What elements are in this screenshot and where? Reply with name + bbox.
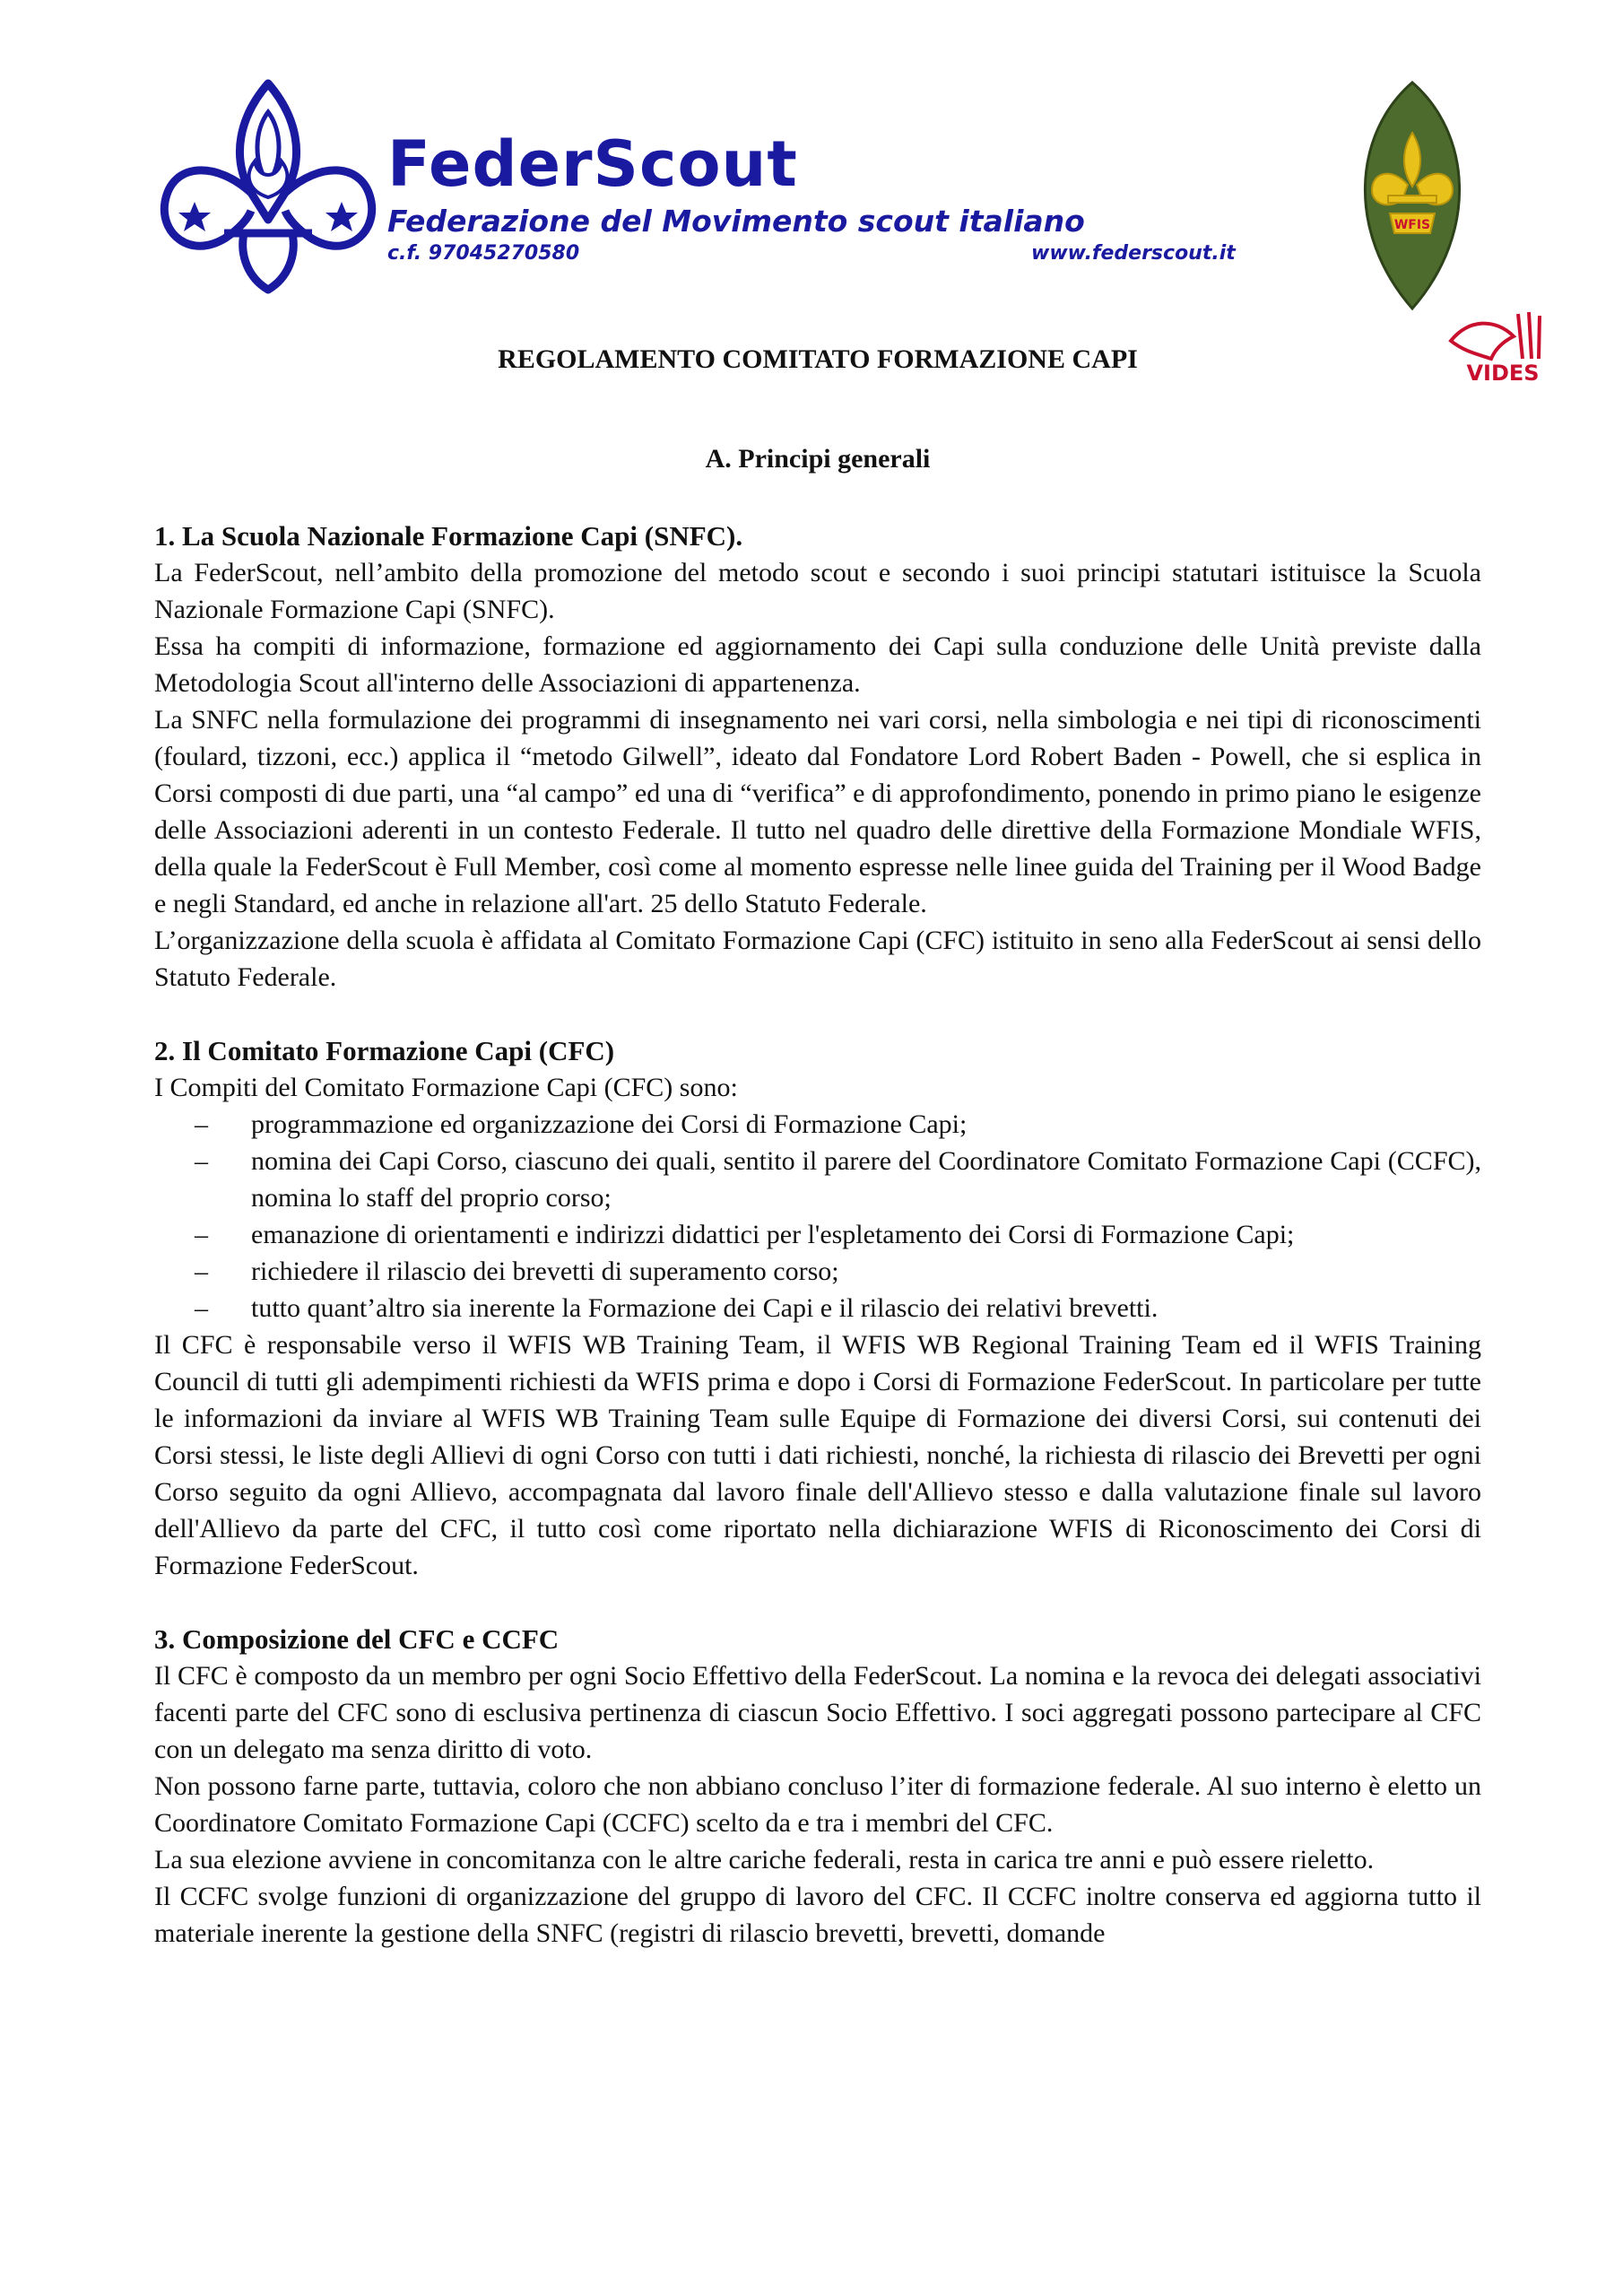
org-subtitle: Federazione del Movimento scout italiano bbox=[387, 204, 1085, 239]
article-2-closing: Il CFC è responsabile verso il WFIS WB Training Team, il WFIS WB Regional Training Team ed il WFIS Training Council di tutti gli adempimenti richiesti da WFIS prima e dopo i Corsi di Formazione FederScout. In particolare per tutte le informazioni da inviare al WFIS WB Training Team sulle Equipe di Formazione dei diversi Corsi, sui contenuti dei Corsi stessi, le liste degli Allievi di ogni Corso con tutti i dati richiesti, nonché, la richiesta di rilascio dei Brevetti per ogni Corso seguito da ogni Allievo, accompagnata dal lavoro finale dell'Allievo stesso e dalla valutazione finale sul lavoro dell'Allievo da parte del CFC, il tutto così come riportato nella dichiarazione WFIS di Riconoscimento dei Corsi di Formazione FederScout. bbox=[154, 1330, 1481, 1580]
article-3-paragraph: La sua elezione avviene in concomitanza con le altre cariche federali, resta in carica tre anni e può essere rieletto. bbox=[154, 1845, 1375, 1874]
article-2-heading: 2. Il Comitato Formazione Capi (CFC) bbox=[154, 1035, 615, 1066]
tax-code: c.f. 97045270580 bbox=[387, 242, 580, 265]
article-3-paragraph: Il CCFC svolge funzioni di organizzazione del gruppo di lavoro del CFC. Il CCFC inoltre conserva ed aggiorna tutto il materiale inerente la gestione della SNFC (registri di rilascio brevetti, brevetti, domande bbox=[154, 1882, 1481, 1948]
article-1-paragraph: Essa ha compiti di informazione, formazione ed aggiornamento dei Capi sulla conduzione delle Unità previste dalla Metodologia Scout all'interno delle Associazioni di appartenenza. bbox=[154, 631, 1481, 698]
section-heading-a: A. Principi generali bbox=[705, 444, 931, 474]
document-title: REGOLAMENTO COMITATO FORMAZIONE CAPI bbox=[498, 344, 1138, 374]
article-2-intro: I Compiti del Comitato Formazione Capi (CFC) sono: bbox=[154, 1073, 738, 1102]
website: www.federscout.it bbox=[1031, 242, 1236, 265]
article-3-paragraph: Non possono farne parte, tuttavia, coloro che non abbiano concluso l’iter di formazione federale. Al suo interno è eletto un Coordinatore Comitato Formazione Capi (CCFC) scelto da e tra i membri del CFC. bbox=[154, 1771, 1481, 1838]
article-1-paragraph: L’organizzazione della scuola è affidata al Comitato Formazione Capi (CFC) istituito in seno alla FederScout ai sensi dello Statuto Federale. bbox=[154, 926, 1481, 992]
article-1-paragraph: La FederScout, nell’ambito della promozione del metodo scout e secondo i suoi principi statutari istituisce la Scuola Nazionale Formazione Capi (SNFC). bbox=[154, 558, 1481, 624]
document-body bbox=[154, 341, 1481, 1952]
list-item: – richiedere il rilascio dei brevetti di superamento corso; bbox=[251, 1253, 1481, 1290]
article-3-paragraph: Il CFC è composto da un membro per ogni Socio Effettivo della FederScout. La nomina e la revoca dei delegati associativi facenti parte del CFC sono di esclusiva pertinenza di ciascun Socio Effettivo. I soci aggregati possono partecipare al CFC con un delegato ma senza diritto di voto. bbox=[154, 1661, 1481, 1764]
article-1-heading: 1. La Scuola Nazionale Formazione Capi (SNFC). bbox=[154, 520, 743, 552]
federscout-fleur-de-lis-logo bbox=[154, 76, 383, 296]
list-item: – emanazione di orientamenti e indirizzi didattici per l'espletamento dei Corsi di Formazione Capi; bbox=[251, 1216, 1481, 1253]
vides-logo-text: VIDES bbox=[1466, 361, 1540, 386]
article-2-task-list bbox=[154, 1106, 1481, 1326]
wfis-badge-logo bbox=[1345, 79, 1480, 312]
org-name: FederScout bbox=[387, 127, 798, 201]
wfis-badge-text: WFIS bbox=[1393, 218, 1431, 232]
list-item: – programmazione ed organizzazione dei Corsi di Formazione Capi; bbox=[251, 1106, 1481, 1143]
list-item: – tutto quant’altro sia inerente la Formazione dei Capi e il rilascio dei relativi brevetti. bbox=[251, 1290, 1481, 1326]
list-item: – nomina dei Capi Corso, ciascuno dei quali, sentito il parere del Coordinatore Comitato Formazione Capi (CCFC), nomina lo staff del proprio corso; bbox=[251, 1143, 1481, 1216]
article-1-paragraph: La SNFC nella formulazione dei programmi di insegnamento nei vari corsi, nella simbologia e nei tipi di riconoscimenti (foulard, tizzoni, ecc.) applica il “metodo Gilwell”, ideato dal Fondatore Lord Robert Baden - Powell, che si esplica in Corsi composti di due parti, una “al campo” ed una di “verifica” e di approfondimento, ponendo in primo piano le esigenze delle Associazioni aderenti in un contesto Federale. Il tutto nel quadro delle direttive della Formazione Mondiale WFIS, della quale la FederScout è Full Member, così come al momento espresse nelle linee guida del Training per il Wood Badge e negli Standard, ed anche in relazione all'art. 25 dello Statuto Federale. bbox=[154, 705, 1481, 918]
article-3-heading: 3. Composizione del CFC e CCFC bbox=[154, 1623, 560, 1655]
